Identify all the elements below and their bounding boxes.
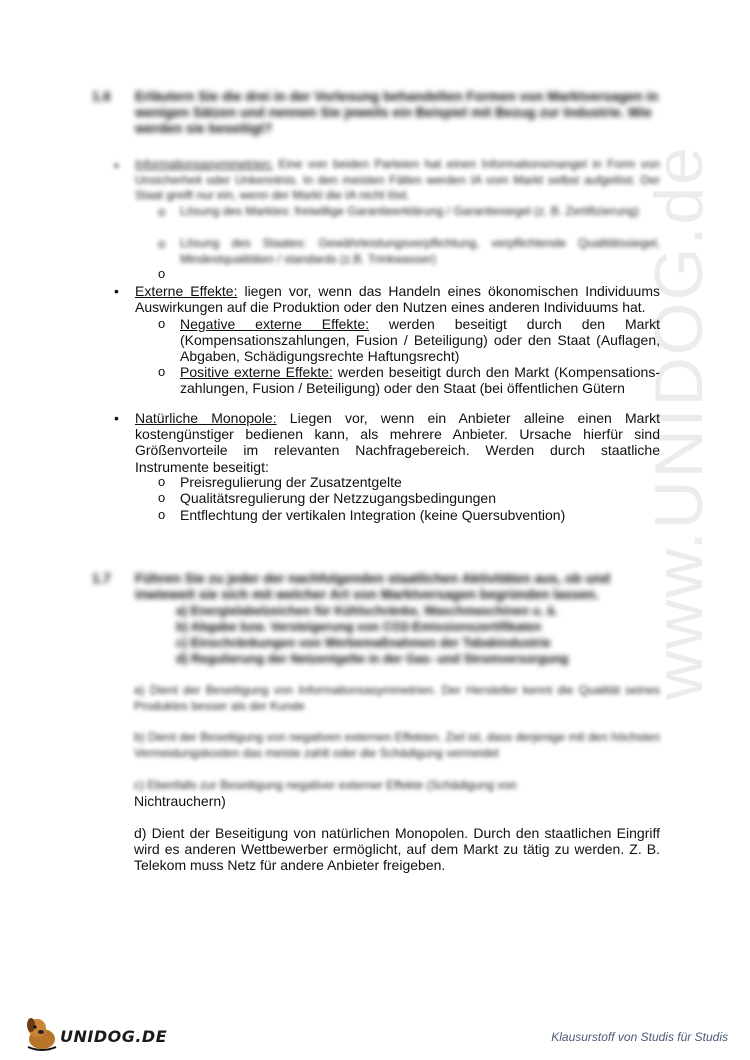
footer-tagline: Klausurstoff von Studis für Studis [551, 1030, 728, 1044]
answer-a: a) Dient der Beseitigung von Informationsasymmetrien. Der Hersteller kennt die Qualität seines Produktes besser als der Kunde [134, 683, 660, 713]
answer-d: d) Dient der Beseitigung von natürlichen Monopolen. Durch den staatlichen Eingriff wird es anderen Wettbewerber ermöglicht, auf dem Markt zu tätig zu werden. Z. B. Telekom muss Netz für andere Anbieter freigeben. [134, 825, 660, 874]
bullet-marker: • [114, 157, 119, 173]
logo-text: UNIDOG.DE [60, 1027, 168, 1046]
positive-externe-title: Positive externe Effekte: [180, 364, 333, 380]
question-number: 1.6 [92, 89, 111, 104]
externe-effekte-paragraph [135, 283, 660, 315]
question-1-6 [92, 89, 662, 139]
question-1-7-items [176, 603, 656, 667]
sub-marker: o [158, 490, 166, 505]
question-text: Führen Sie zu jeder der nachfolgenden staatlichen Aktivitäten aus, ob und inwieweit sie sich mit welcher Art von Marktversagen begründen lassen. [135, 571, 611, 602]
sub-marker: o [158, 204, 166, 219]
sub-marker-empty: o [158, 266, 166, 281]
bullet-marker: • [114, 283, 119, 299]
monopole-text: Liegen vor, wenn ein Anbieter alleine einen Markt kostengünstiger bedienen kann, als mehrere Anbieter. Ursache hierfür sind Größenvorteile im relevanten Nachfragebereich. Werden durch staatliche Instrumente beseitigt: [135, 410, 661, 475]
monopole-item: Qualitätsregulierung der Netzzugangsbedingungen [180, 490, 496, 506]
info-asym-title: Informationsasymmetrien: [135, 157, 274, 171]
watermark: www.UNIDOG.de [641, 145, 717, 700]
question-1-7 [92, 571, 662, 605]
question-item: b) Abgabe bzw. Versteigerung von CO2-Emissionszertifikaten [176, 620, 542, 634]
info-asym-sub-2: Lösung des Staates: Gewährleistungsverpflichtung, verpflichtende Qualitätssiegel, Mindestqualitäten / standards (z.B. Trinkwasser) [180, 236, 660, 266]
answer-c-end: Nichtrauchern) [134, 793, 226, 809]
sub-marker: o [158, 364, 166, 379]
monopole-item: Preisregulierung der Zusatzentgelte [180, 474, 402, 490]
dog-icon [22, 1013, 62, 1053]
question-text: Erläutern Sie die drei in der Vorlesung behandelten Formen von Marktversagen in wenigen Sätzen und nennen Sie jeweils ein Beispiel mit Bezug zur Industrie. Wie werden sie beseitigt? [135, 89, 659, 136]
positive-externe-effekte [180, 364, 660, 396]
info-asym-sub-1: Lösung des Marktes: freiwillige Garantieerklärung / Garantiesiegel (z. B. Zertifizierung) [180, 204, 639, 218]
question-number: 1.7 [92, 571, 111, 586]
info-asym-text: Eine von beiden Parteien hat einen Informationsmangel in Form von Unsicherheit oder Unkenntnis. In den meisten Fällen werden IA vom Markt selbst aufgelöst. Der Staat greift nur ein, wenn der Markt die IA nicht löst. [135, 157, 660, 202]
answer-c-blurred: c) Ebenfalls zur Beseitigung negativer externer Effekte (Schädigung von [134, 778, 517, 792]
monopole-paragraph [135, 410, 660, 475]
bullet-marker: • [114, 410, 119, 426]
info-asym-paragraph [135, 157, 660, 204]
unidog-logo [22, 1013, 168, 1053]
monopole-item: Entflechtung der vertikalen Integration (keine Quersubvention) [180, 507, 566, 523]
negative-externe-text: werden beseitigt durch den Markt (Kompensationszahlungen, Fusion / Beteiligung) oder den Staat (Auflagen, Abgaben, Schädigungsrechte Haftungsrecht) [180, 316, 661, 365]
question-item: d) Regulierung der Netzentgelte in der Gas- und Stromversorgung [176, 652, 569, 666]
negative-externe-title: Negative externe Effekte: [180, 316, 369, 332]
sub-marker: o [158, 316, 166, 331]
sub-marker: o [158, 236, 166, 251]
sub-marker: o [158, 507, 166, 522]
positive-externe-text: werden beseitigt durch den Markt (Kompensations-zahlungen, Fusion / Beteiligung) oder den Staat (bei öffentlichen Gütern [180, 364, 660, 397]
externe-effekte-title: Externe Effekte: [135, 283, 238, 299]
sub-marker: o [158, 474, 166, 489]
question-item: a) Energielabelzeichen für Kühlschränke, Waschmaschinen u. ä. [176, 604, 558, 618]
externe-effekte-text: liegen vor, wenn das Handeln eines ökonomischen Individuums Auswirkungen auf die Produktion oder den Nutzen eines anderen Individuums hat. [135, 283, 661, 316]
monopole-title: Natürliche Monopole: [135, 410, 277, 426]
answer-b: b) Dient der Beseitigung von negativen externen Effekten. Ziel ist, dass derjenige mit den höchsten Vermeidungskosten das meiste zahlt oder die Schädigung vermeidet [134, 730, 660, 760]
negative-externe-effekte [180, 316, 660, 365]
question-item: c) Einschränkungen von Werbemaßnahmen der Tabakindustrie [176, 636, 551, 650]
